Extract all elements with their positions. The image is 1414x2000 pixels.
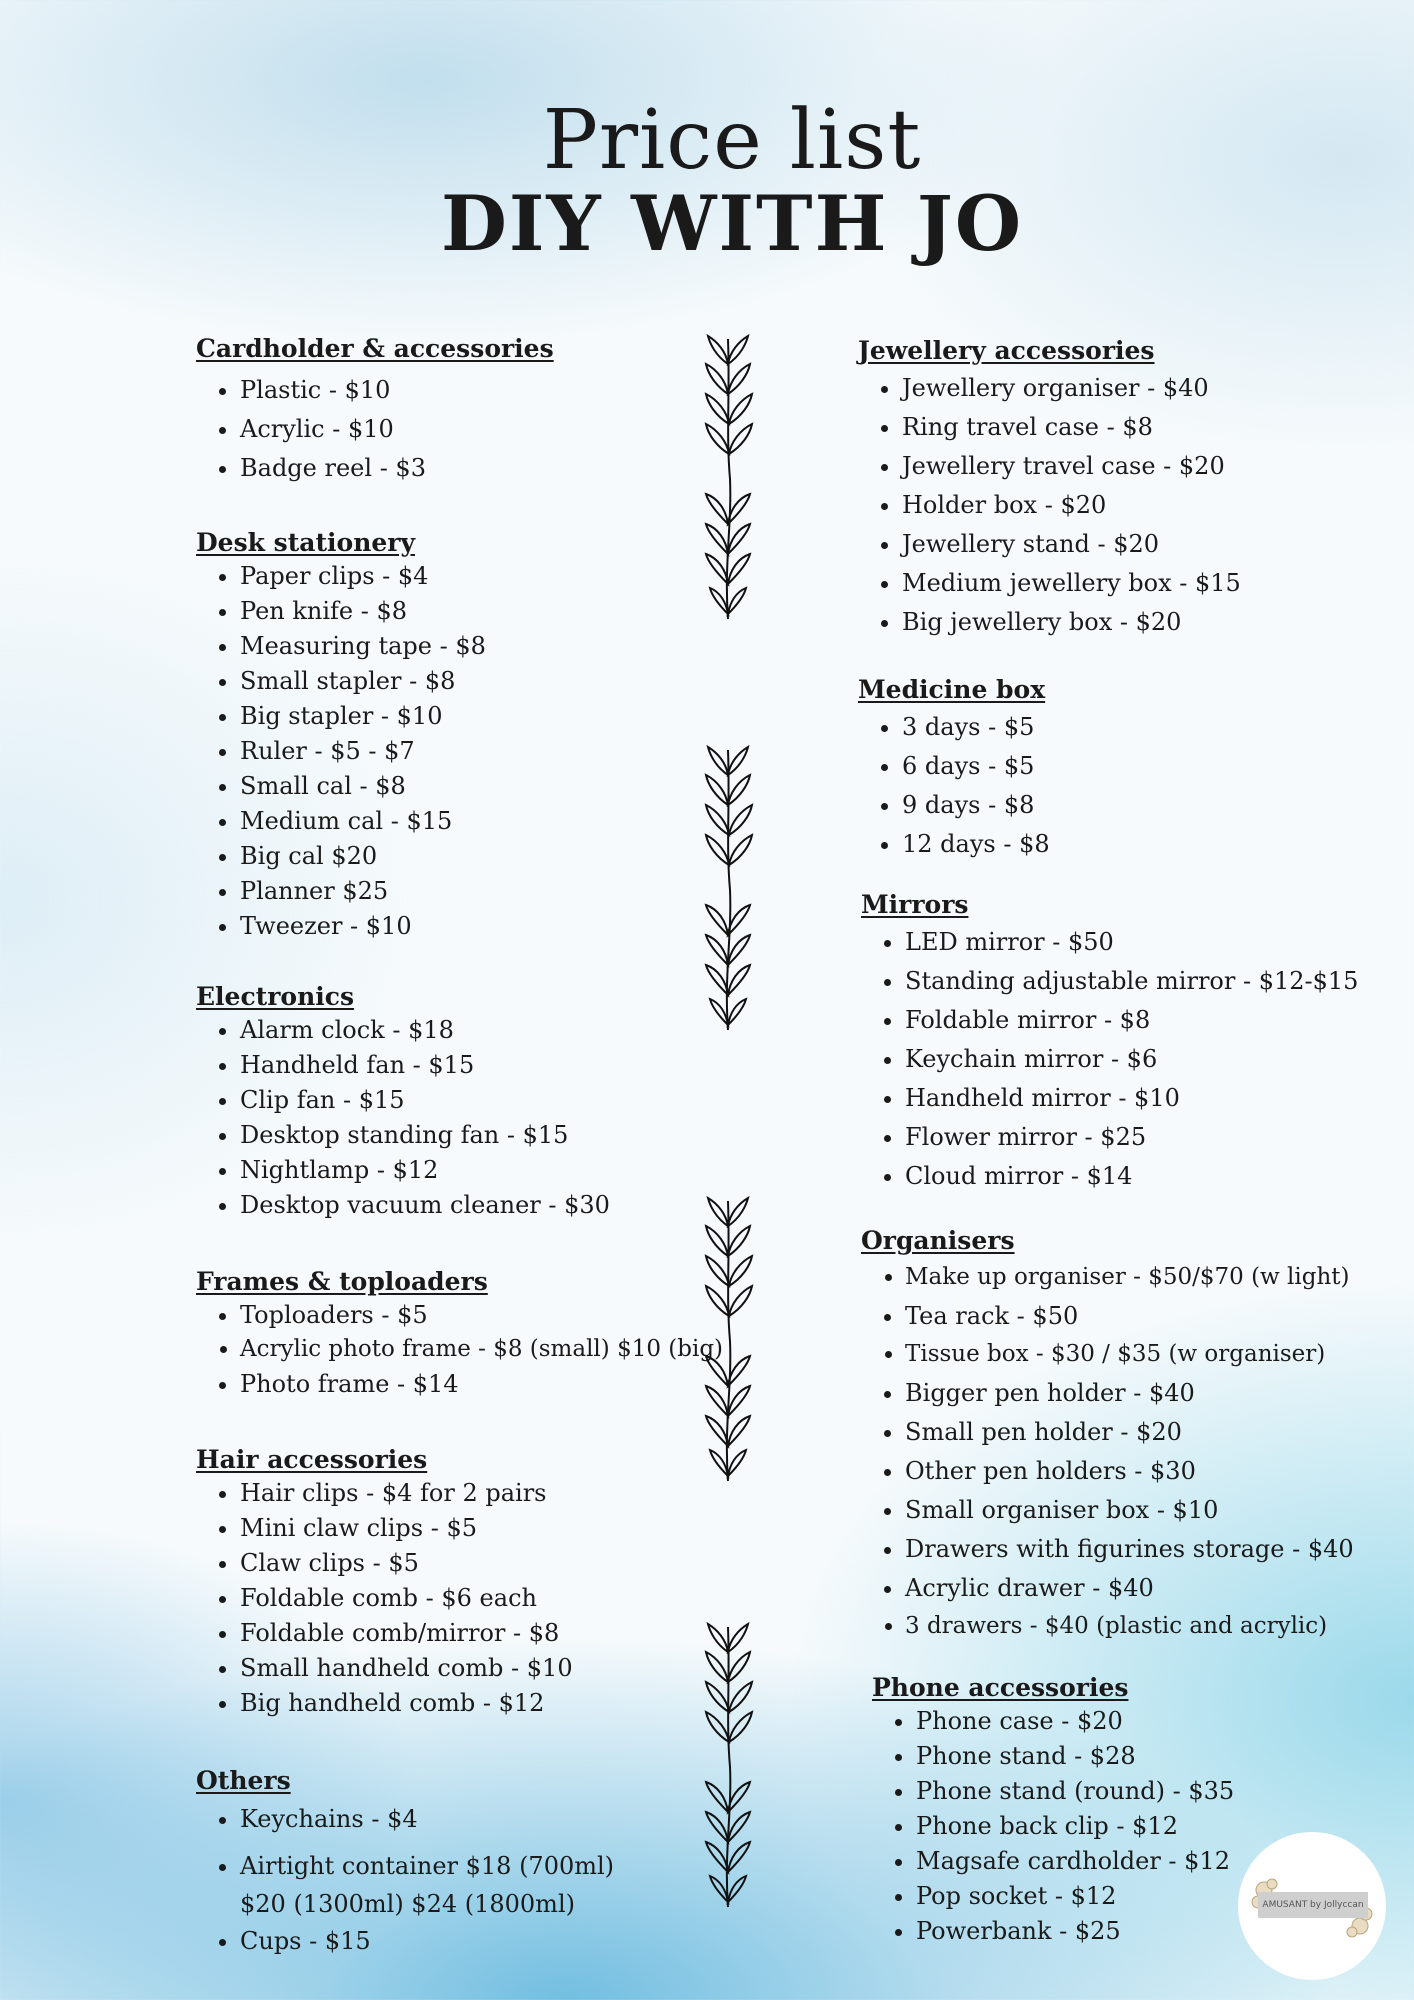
list-item: • Other pen holders - $30 (905, 1459, 1401, 1483)
list-item: • Small organiser box - $10 (905, 1498, 1401, 1522)
section-heading: Mirrors (861, 890, 969, 919)
list-item: • Phone case - $20 (916, 1709, 1302, 1733)
list-item: • 3 drawers - $40 (plastic and acrylic) (905, 1615, 1401, 1638)
list-item: • Acrylic - $10 (240, 417, 736, 441)
list-item: • 12 days - $8 (902, 832, 1398, 856)
list-item: • Ring travel case - $8 (902, 415, 1398, 439)
list-item: • Jewellery organiser - $40 (902, 376, 1398, 400)
list-item: • Standing adjustable mirror - $12-$15 (905, 969, 1401, 993)
list-item: • 6 days - $5 (902, 754, 1398, 778)
list-item: • Magsafe cardholder - $12 (916, 1849, 1302, 1873)
list-item: • Clip fan - $15 (240, 1088, 736, 1112)
section-desk-stationery (196, 528, 736, 938)
list-item: • Phone back clip - $12 (916, 1814, 1302, 1838)
section-heading: Cardholder & accessories (196, 334, 554, 363)
list-item: • Planner $25 (240, 879, 736, 903)
section-heading: Phone accessories (872, 1673, 1129, 1702)
list-item: • Ruler - $5 - $7 (240, 739, 736, 763)
list-item: • Pop socket - $12 (916, 1884, 1302, 1908)
list-item: • Acrylic photo frame - $8 (small) $10 (big) (240, 1338, 756, 1361)
list-item: • Small handheld comb - $10 (240, 1656, 736, 1680)
section-heading: Electronics (196, 982, 355, 1011)
list-item: • Medium cal - $15 (240, 809, 736, 833)
list-item: • Desktop vacuum cleaner - $30 (240, 1193, 736, 1217)
section-others (196, 1766, 626, 1953)
list-item: • Foldable comb - $6 each (240, 1586, 736, 1610)
logo-text: AMUSANT by Jollyccan (1258, 1892, 1368, 1918)
section-heading: Jewellery accessories (858, 336, 1155, 365)
list-item: • Mini claw clips - $5 (240, 1516, 736, 1540)
list-item: • Medium jewellery box - $15 (902, 571, 1398, 595)
section-heading: Hair accessories (196, 1445, 428, 1474)
list-item: • Toploaders - $5 (240, 1303, 756, 1327)
list-item: • Airtight container $18 (700ml) $20 (1300ml) $24 (1800ml) (240, 1847, 626, 1923)
section-electronics (196, 982, 736, 1217)
list-item: • Desktop standing fan - $15 (240, 1123, 736, 1147)
vine-decoration-3 (698, 1196, 758, 1486)
list-item: • Badge reel - $3 (240, 456, 736, 480)
list-item: • Tea rack - $50 (905, 1304, 1401, 1328)
list-item: • Tissue box - $30 / $35 (w organiser) (905, 1343, 1401, 1366)
list-item: • Big handheld comb - $12 (240, 1691, 736, 1715)
list-item: • Paper clips - $4 (240, 564, 736, 588)
list-item: • Bigger pen holder - $40 (905, 1381, 1401, 1405)
brand-logo (1238, 1832, 1386, 1980)
list-item: • Drawers with figurines storage - $40 (905, 1537, 1401, 1561)
list-item: • Acrylic drawer - $40 (905, 1576, 1401, 1600)
section-medicine-box (858, 675, 1398, 856)
section-jewellery (858, 336, 1398, 634)
list-item: • Small cal - $8 (240, 774, 736, 798)
list-item: • Pen knife - $8 (240, 599, 736, 623)
list-item: • 3 days - $5 (902, 715, 1398, 739)
list-item: • Handheld fan - $15 (240, 1053, 736, 1077)
section-heading: Organisers (861, 1226, 1015, 1255)
list-item: • Small stapler - $8 (240, 669, 736, 693)
section-heading: Desk stationery (196, 528, 416, 557)
list-item: • Claw clips - $5 (240, 1551, 736, 1575)
section-heading: Frames & toploaders (196, 1267, 488, 1296)
list-item: • 9 days - $8 (902, 793, 1398, 817)
vine-decoration-1 (698, 334, 758, 624)
list-item: • Phone stand (round) - $35 (916, 1779, 1302, 1803)
list-item: • Photo frame - $14 (240, 1372, 756, 1396)
vine-decoration-4 (698, 1622, 758, 1912)
list-item: • Flower mirror - $25 (905, 1125, 1401, 1149)
list-item: • Foldable mirror - $8 (905, 1008, 1401, 1032)
vine-decoration-2 (698, 745, 758, 1035)
list-item: • Small pen holder - $20 (905, 1420, 1401, 1444)
list-item: • Holder box - $20 (902, 493, 1398, 517)
list-item: • Alarm clock - $18 (240, 1018, 736, 1042)
list-item: • Hair clips - $4 for 2 pairs (240, 1481, 736, 1505)
section-heading: Medicine box (858, 675, 1046, 704)
section-hair (196, 1445, 736, 1715)
list-item: • Cloud mirror - $14 (905, 1164, 1401, 1188)
list-item: • Big jewellery box - $20 (902, 610, 1398, 634)
list-item: • Nightlamp - $12 (240, 1158, 736, 1182)
list-item: • Powerbank - $25 (916, 1919, 1302, 1943)
list-item: • LED mirror - $50 (905, 930, 1401, 954)
list-item: • Tweezer - $10 (240, 914, 736, 938)
list-item: • Make up organiser - $50/$70 (w light) (905, 1266, 1401, 1289)
section-mirrors (861, 890, 1401, 1188)
list-item: • Foldable comb/mirror - $8 (240, 1621, 736, 1645)
list-item: • Keychain mirror - $6 (905, 1047, 1401, 1071)
list-item: • Big stapler - $10 (240, 704, 736, 728)
section-organisers (861, 1226, 1401, 1638)
brand-title: DIY WITH JO (440, 179, 1024, 268)
list-item: • Plastic - $10 (240, 378, 736, 402)
list-item: • Measuring tape - $8 (240, 634, 736, 658)
list-item: • Big cal $20 (240, 844, 736, 868)
list-item: • Phone stand - $28 (916, 1744, 1302, 1768)
section-frames (196, 1267, 756, 1396)
list-item: • Handheld mirror - $10 (905, 1086, 1401, 1110)
section-cardholder (196, 334, 736, 480)
list-item: • Jewellery stand - $20 (902, 532, 1398, 556)
list-item: • Jewellery travel case - $20 (902, 454, 1398, 478)
list-item: • Cups - $15 (240, 1929, 626, 1953)
section-heading: Others (196, 1766, 291, 1795)
list-item: • Keychains - $4 (240, 1807, 626, 1831)
page-title: Price list (542, 93, 922, 188)
